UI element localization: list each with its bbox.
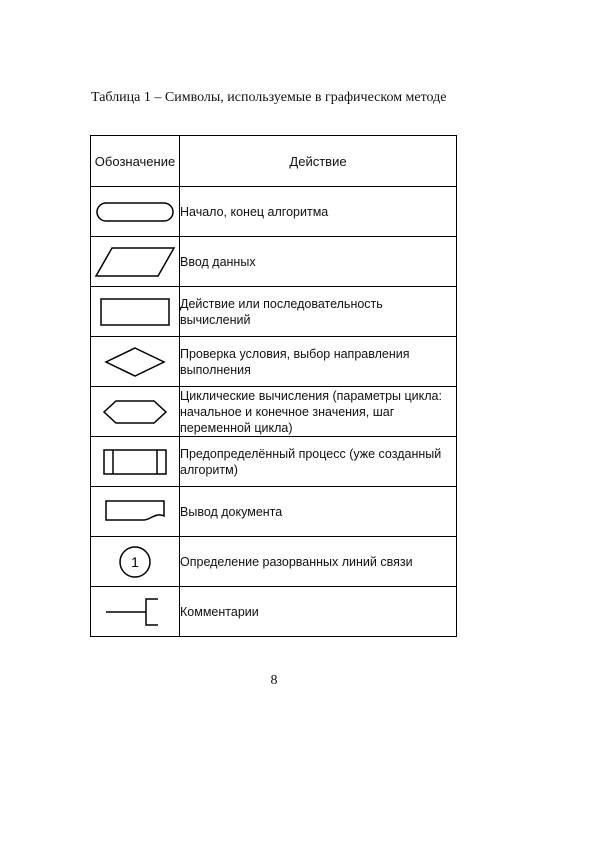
process-rectangle-icon [99,297,171,327]
terminator-icon [95,200,175,224]
page-number: 8 [270,673,278,688]
symbol-cell [91,237,180,287]
decision-diamond-icon [104,346,166,378]
symbol-cell [91,187,180,237]
table-caption: Таблица 1 – Символы, используемые в графическом методе [91,90,447,105]
action-cell: Комментарии [180,587,457,637]
header-symbol: Обозначение [91,136,180,187]
action-cell: Начало, конец алгоритма [180,187,457,237]
table-row [91,587,457,637]
loop-hexagon-icon [102,398,168,426]
symbol-cell [91,487,180,537]
table-row [91,387,457,437]
connector-circle-icon [117,544,153,580]
comment-bracket-icon [102,596,168,628]
symbol-cell [91,387,180,437]
action-cell: Действие или последовательность вычислений [180,287,457,337]
symbol-cell [91,537,180,587]
symbol-cell [91,287,180,337]
action-cell: Проверка условия, выбор направления выполнения [180,337,457,387]
table-row [91,487,457,537]
symbol-cell [91,587,180,637]
symbol-cell [91,437,180,487]
action-cell: Ввод данных [180,237,457,287]
table-row [91,187,457,237]
symbol-cell [91,337,180,387]
connector-label: 1 [131,553,139,570]
document-output-icon [104,498,166,526]
action-cell: Предопределённый процесс (уже созданный алгоритм) [180,437,457,487]
action-cell: Циклические вычисления (параметры цикла: начальное и конечное значения, шаг переменной цикла) [180,387,457,437]
header-action: Действие [180,136,457,187]
predefined-process-icon [102,447,168,477]
table-row [91,337,457,387]
table-row [91,237,457,287]
table-row [91,537,457,587]
table-row [91,287,457,337]
action-cell: Определение разорванных линий связи [180,537,457,587]
parallelogram-icon [94,245,176,279]
symbols-table [90,135,457,637]
table-header-row [91,136,457,187]
table-row [91,437,457,487]
action-cell: Вывод документа [180,487,457,537]
